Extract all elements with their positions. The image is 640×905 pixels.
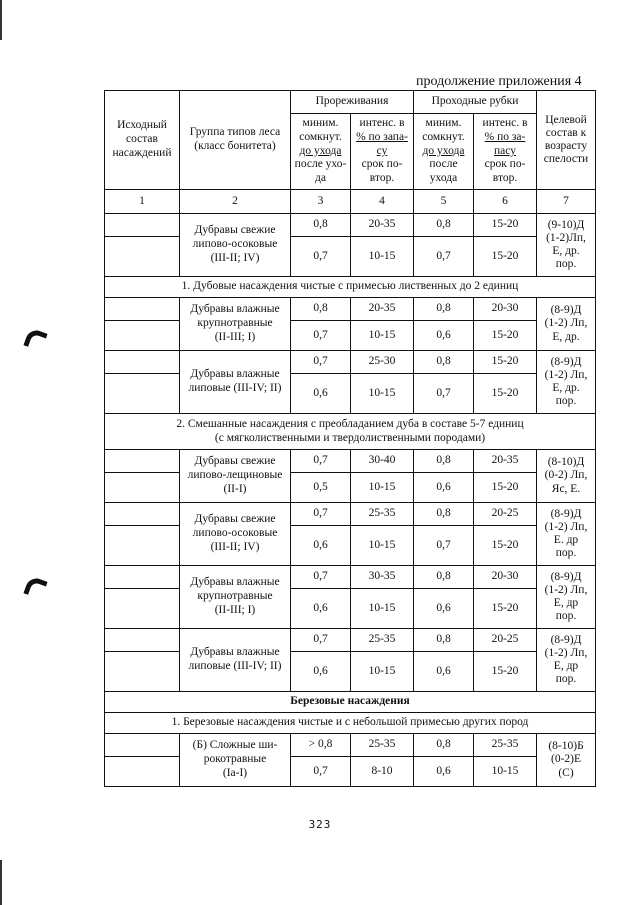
- section-row: [105, 277, 596, 298]
- target-composition-cell: [537, 214, 596, 277]
- column-number: 5: [414, 190, 474, 214]
- cell-line: Целевой: [545, 113, 587, 126]
- cell-line: Яс, Е.: [551, 482, 581, 495]
- value-cell: 0,6: [414, 652, 474, 692]
- value-cell: 20-25: [474, 629, 537, 652]
- value-cell: 20-35: [351, 298, 414, 321]
- value-cell: 25-35: [351, 734, 414, 757]
- cell-line: (С): [558, 766, 574, 779]
- forest-type-group-cell: [180, 566, 291, 629]
- cell-line: Дубравы свежие: [194, 224, 276, 237]
- value-cell: 10-15: [351, 374, 414, 414]
- section-heading-text: 2. Смешанные насаждения с преобладанием дуба в составе 5-7 единиц: [176, 417, 524, 430]
- cell-line: втор.: [492, 172, 518, 185]
- value-cell: 0,7: [291, 503, 351, 526]
- source-composition-cell: [105, 450, 180, 473]
- value-cell: 25-30: [351, 351, 414, 374]
- binding-hole-mark: [23, 327, 47, 351]
- forest-type-group-cell: [180, 298, 291, 351]
- table-row: [105, 450, 596, 473]
- target-composition-cell: [537, 629, 596, 692]
- value-cell: 0,7: [414, 374, 474, 414]
- cell-line: су: [376, 144, 388, 157]
- value-cell: 20-25: [474, 503, 537, 526]
- source-composition-cell: [105, 734, 180, 757]
- target-composition-cell: [537, 734, 596, 787]
- value-cell: 0,6: [291, 589, 351, 629]
- cell-line: (8-10)Б: [548, 740, 584, 753]
- value-cell: 0,8: [291, 214, 351, 237]
- value-cell: 0,7: [291, 566, 351, 589]
- table-row: [105, 629, 596, 652]
- source-composition-cell: [105, 321, 180, 351]
- source-composition-cell: [105, 351, 180, 374]
- cell-line: Исходный: [117, 119, 167, 132]
- section-heading-text: 1. Дубовые насаждения чистые с примесью лиственных до 2 единиц: [181, 280, 519, 293]
- header-min-density: [291, 114, 351, 190]
- source-composition-cell: [105, 503, 180, 526]
- section-heading-bold: Березовые насаждения: [290, 695, 410, 708]
- forest-type-group-cell: [180, 450, 291, 503]
- cell-line: липово-осоковые: [192, 238, 278, 251]
- table-row: [105, 757, 596, 787]
- table-row: [105, 214, 596, 237]
- column-number-row: [105, 190, 596, 214]
- value-cell: 0,8: [414, 629, 474, 652]
- source-composition-cell: [105, 566, 180, 589]
- value-cell: 25-35: [351, 629, 414, 652]
- source-composition-cell: [105, 237, 180, 277]
- cell-line: (II-I): [223, 482, 247, 495]
- value-cell: 20-30: [474, 566, 537, 589]
- table-row: [105, 298, 596, 321]
- cell-line: Е, др.: [552, 245, 580, 257]
- cell-line: втор.: [369, 172, 395, 185]
- cell-line: (1-2) Лп,: [544, 368, 588, 381]
- source-composition-cell: [105, 526, 180, 566]
- value-cell: 0,5: [291, 473, 351, 503]
- section-row: [105, 414, 596, 450]
- table-row: [105, 321, 596, 351]
- cell-line: пор.: [555, 610, 577, 623]
- value-cell: 0,6: [414, 321, 474, 351]
- header-min-density-passing: [414, 114, 474, 190]
- cell-line: до ухода: [299, 144, 342, 157]
- header-intensity-passing: [474, 114, 537, 190]
- table-caption: продолжение приложения 4: [416, 74, 582, 89]
- header-target-composition: [537, 91, 596, 190]
- cell-line: сомкнут.: [299, 130, 342, 143]
- cell-line: (8-9)Д: [550, 633, 582, 646]
- value-cell: 10-15: [351, 473, 414, 503]
- cell-line: до ухода: [422, 144, 465, 157]
- value-cell: 0,6: [414, 589, 474, 629]
- cell-line: Е, др.: [552, 330, 580, 343]
- cell-line: (III-II; IV): [210, 251, 260, 264]
- cell-line: да: [315, 172, 326, 185]
- section-heading: [105, 692, 596, 713]
- value-cell: 15-20: [474, 351, 537, 374]
- cell-line: (1-2) Лп,: [544, 583, 588, 596]
- header-source-composition: [105, 91, 180, 190]
- cell-line: спелости: [543, 153, 589, 166]
- forest-care-table: [104, 90, 596, 787]
- value-cell: 15-20: [474, 237, 537, 277]
- cell-line: интенс. в: [482, 117, 528, 129]
- value-cell: 0,6: [291, 374, 351, 414]
- source-composition-cell: [105, 214, 180, 237]
- cell-line: насаждений: [112, 146, 172, 159]
- value-cell: 10-15: [351, 321, 414, 351]
- target-composition-cell: [537, 351, 596, 414]
- cell-line: (II-III; I): [214, 603, 256, 616]
- value-cell: 0,6: [291, 652, 351, 692]
- cell-line: пор.: [555, 395, 577, 408]
- cell-line: крупнотравные: [197, 317, 273, 330]
- value-cell: 0,8: [414, 298, 474, 321]
- forest-type-group-cell: [180, 214, 291, 277]
- cell-line: (III-II; IV): [210, 540, 260, 553]
- cell-line: сомкнут.: [422, 130, 465, 143]
- value-cell: 0,8: [414, 450, 474, 473]
- table-row: [105, 351, 596, 374]
- table-row: [105, 526, 596, 566]
- cell-line: липово-осоковые: [192, 527, 278, 540]
- cell-line: (1-2)Лп,: [546, 231, 586, 244]
- cell-line: % по запа-: [356, 130, 408, 143]
- cell-line: рокотравные: [203, 753, 267, 766]
- cell-line: (8-9)Д: [550, 355, 582, 368]
- cell-line: состав к: [545, 126, 587, 139]
- cell-line: липовые (III-IV; II): [188, 382, 282, 394]
- value-cell: 10-15: [351, 589, 414, 629]
- forest-type-group-cell: [180, 351, 291, 414]
- header-thinning: Прореживания: [291, 91, 414, 114]
- value-cell: 0,7: [291, 629, 351, 652]
- cell-line: (II-III; I): [214, 330, 256, 343]
- table-row: [105, 503, 596, 526]
- cell-line: после ухо-: [294, 158, 347, 171]
- binding-hole-mark: [23, 575, 47, 599]
- value-cell: 25-35: [351, 503, 414, 526]
- column-number: 3: [291, 190, 351, 214]
- value-cell: 0,8: [414, 214, 474, 237]
- target-composition-cell: [537, 566, 596, 629]
- cell-line: крупнотравные: [197, 590, 273, 603]
- value-cell: 15-20: [474, 214, 537, 237]
- value-cell: 15-20: [474, 473, 537, 503]
- section-row: [105, 713, 596, 734]
- source-composition-cell: [105, 589, 180, 629]
- cell-line: возрасту: [544, 140, 588, 152]
- cell-line: (Ia-I): [222, 766, 248, 779]
- value-cell: 15-20: [474, 321, 537, 351]
- value-cell: 0,7: [291, 321, 351, 351]
- cell-line: состав: [126, 133, 158, 146]
- cell-line: ухода: [429, 172, 458, 185]
- value-cell: 30-40: [351, 450, 414, 473]
- cell-line: (1-2) Лп,: [544, 520, 588, 533]
- section-heading-text: 1. Березовые насаждения чистые и с небольшой примесью других пород: [171, 716, 529, 729]
- cell-line: Е, др.: [552, 382, 580, 394]
- section-heading: [105, 713, 596, 734]
- cell-line: Дубравы влажные: [190, 576, 280, 589]
- cell-line: Е, др: [553, 660, 579, 672]
- value-cell: 10-15: [351, 237, 414, 277]
- cell-line: Дубравы влажные: [190, 303, 280, 316]
- section-heading-text: (с мягколиственными и твердолиственными породами): [214, 431, 486, 444]
- value-cell: 0,8: [414, 503, 474, 526]
- table-row: [105, 473, 596, 503]
- value-cell: 15-20: [474, 374, 537, 414]
- table-row: [105, 734, 596, 757]
- value-cell: 10-15: [351, 652, 414, 692]
- value-cell: 0,8: [414, 734, 474, 757]
- value-cell: 15-20: [474, 589, 537, 629]
- column-number: 2: [180, 190, 291, 214]
- cell-line: после: [429, 158, 458, 171]
- header-row: [105, 91, 596, 114]
- cell-line: (0-2)Е: [550, 753, 581, 766]
- target-composition-cell: [537, 503, 596, 566]
- cell-line: (1-2) Лп,: [544, 317, 588, 330]
- target-composition-cell: [537, 450, 596, 503]
- cell-line: пор.: [555, 547, 577, 560]
- value-cell: 0,7: [291, 450, 351, 473]
- cell-line: липово-лещиновые: [187, 469, 283, 482]
- section-heading: [105, 277, 596, 298]
- cell-line: (1-2) Лп,: [544, 646, 588, 659]
- value-cell: 30-35: [351, 566, 414, 589]
- column-number: 4: [351, 190, 414, 214]
- source-composition-cell: [105, 652, 180, 692]
- value-cell: 0,6: [414, 757, 474, 787]
- value-cell: 0,6: [414, 473, 474, 503]
- value-cell: 0,8: [414, 351, 474, 374]
- column-number: 6: [474, 190, 537, 214]
- cell-line: Е. др: [553, 534, 579, 546]
- cell-line: (Б) Сложные ши-: [192, 739, 278, 752]
- value-cell: 0,8: [414, 566, 474, 589]
- table-row: [105, 237, 596, 277]
- value-cell: 8-10: [351, 757, 414, 787]
- value-cell: 0,7: [414, 526, 474, 566]
- value-cell: 0,7: [291, 237, 351, 277]
- table-row: [105, 652, 596, 692]
- section-heading: [105, 414, 596, 450]
- cell-line: (8-9)Д: [550, 304, 582, 317]
- value-cell: 10-15: [474, 757, 537, 787]
- value-cell: 20-30: [474, 298, 537, 321]
- cell-line: пор.: [555, 258, 577, 271]
- header-forest-type-group: [180, 91, 291, 190]
- value-cell: 0,8: [291, 298, 351, 321]
- value-cell: 20-35: [474, 450, 537, 473]
- cell-line: интенс. в: [359, 117, 405, 129]
- forest-type-group-cell: [180, 503, 291, 566]
- source-composition-cell: [105, 757, 180, 787]
- source-composition-cell: [105, 298, 180, 321]
- value-cell: 15-20: [474, 652, 537, 692]
- page-number: 323: [308, 818, 332, 831]
- value-cell: 0,6: [291, 526, 351, 566]
- scan-margin-line: [0, 0, 2, 40]
- cell-line: пор.: [555, 673, 577, 686]
- column-number: 1: [105, 190, 180, 214]
- cell-line: миним.: [302, 117, 339, 129]
- cell-line: (0-2) Лп,: [544, 469, 588, 482]
- table-row: [105, 566, 596, 589]
- target-composition-cell: [537, 298, 596, 351]
- cell-line: (9-10)Д: [547, 218, 585, 231]
- cell-line: (8-9)Д: [550, 507, 582, 520]
- cell-line: срок по-: [484, 158, 526, 171]
- value-cell: > 0,8: [291, 734, 351, 757]
- column-number: 7: [537, 190, 596, 214]
- cell-line: Дубравы свежие: [194, 513, 276, 526]
- forest-type-group-cell: [180, 629, 291, 692]
- value-cell: 0,7: [291, 757, 351, 787]
- cell-line: липовые (III-IV; II): [188, 660, 282, 672]
- header-passing-cuts: Проходные рубки: [414, 91, 537, 114]
- source-composition-cell: [105, 374, 180, 414]
- table-row: [105, 589, 596, 629]
- cell-line: Дубравы свежие: [194, 455, 276, 468]
- cell-line: Дубравы влажные: [190, 646, 280, 659]
- cell-line: Е, др: [553, 597, 579, 609]
- value-cell: 20-35: [351, 214, 414, 237]
- value-cell: 15-20: [474, 526, 537, 566]
- cell-line: (8-9)Д: [550, 570, 582, 583]
- forest-type-group-cell: [180, 734, 291, 787]
- source-composition-cell: [105, 629, 180, 652]
- value-cell: 0,7: [414, 237, 474, 277]
- scan-margin-line: [0, 860, 2, 905]
- value-cell: 0,7: [291, 351, 351, 374]
- cell-line: % по за-: [484, 130, 526, 143]
- value-cell: 10-15: [351, 526, 414, 566]
- cell-line: пасу: [494, 144, 516, 157]
- header-intensity-thinning: [351, 114, 414, 190]
- cell-line: (8-10)Д: [547, 456, 585, 469]
- cell-line: миним.: [425, 117, 462, 129]
- table-row: [105, 374, 596, 414]
- section-row: [105, 692, 596, 713]
- cell-line: срок по-: [361, 158, 403, 171]
- cell-line: Дубравы влажные: [190, 368, 280, 381]
- source-composition-cell: [105, 473, 180, 503]
- cell-line: (класс бонитета): [194, 140, 276, 152]
- cell-line: Группа типов леса: [189, 126, 281, 139]
- value-cell: 25-35: [474, 734, 537, 757]
